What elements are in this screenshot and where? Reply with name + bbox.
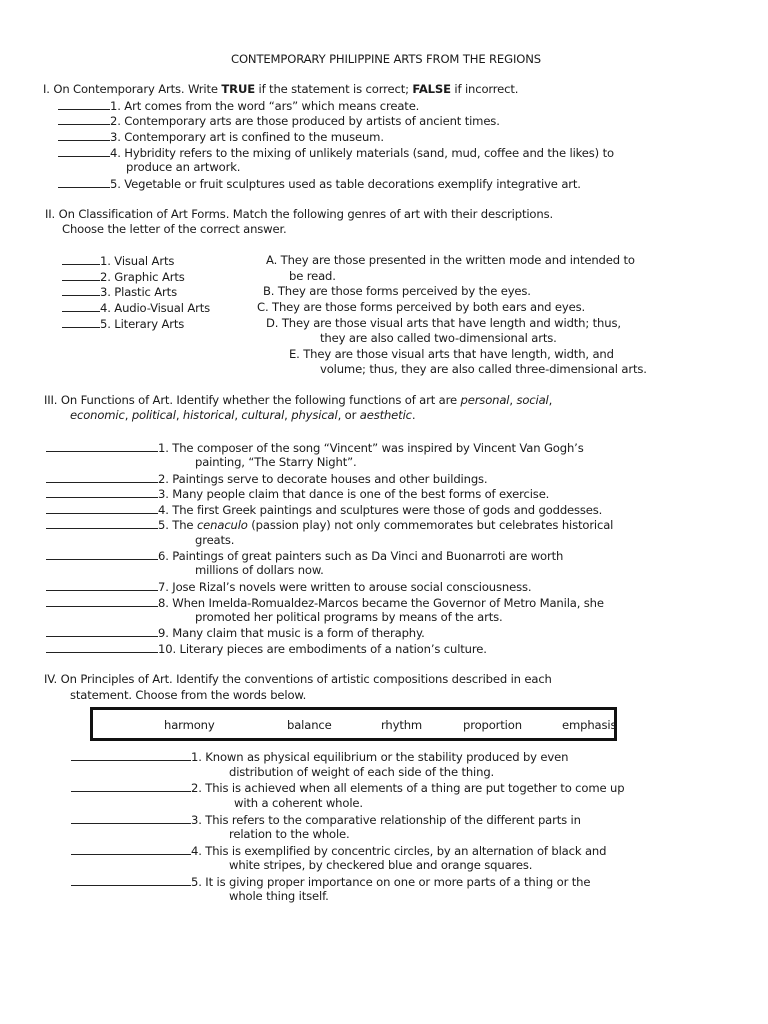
- answer-blank[interactable]: [62, 316, 100, 328]
- genre-item: 1. Visual Arts: [62, 253, 174, 268]
- answer-blank[interactable]: [58, 98, 110, 110]
- principle-item: 1. Known as physical equilibrium or the stability produced by even: [71, 749, 568, 764]
- principle-item-cont: white stripes, by checkered blue and orange squares.: [229, 858, 533, 872]
- answer-blank[interactable]: [46, 471, 158, 483]
- page-title: CONTEMPORARY PHILIPPINE ARTS FROM THE REGIONS: [231, 52, 541, 66]
- part1-item: 2. Contemporary arts are those produced by artists of ancient times.: [58, 113, 500, 128]
- part1-instructions: I. On Contemporary Arts. Write TRUE if the statement is correct; FALSE if incorrect.: [43, 82, 519, 96]
- description-a-cont: be read.: [289, 269, 336, 283]
- principle-item: 3. This refers to the comparative relationship of the different parts in: [71, 812, 581, 827]
- part1-item: 1. Art comes from the word “ars” which means create.: [58, 98, 419, 113]
- part1-item: 5. Vegetable or fruit sculptures used as table decorations exemplify integrative art.: [58, 176, 581, 191]
- word-bank-item: emphasis: [562, 718, 617, 732]
- principle-item-cont: distribution of weight of each side of the thing.: [229, 765, 495, 779]
- description-a: A. They are those presented in the written mode and intended to: [266, 253, 635, 267]
- function-item-cont: millions of dollars now.: [195, 563, 324, 577]
- word-bank-item: balance: [287, 718, 332, 732]
- answer-blank[interactable]: [58, 113, 110, 125]
- principle-item-cont: whole thing itself.: [229, 889, 329, 903]
- answer-blank[interactable]: [58, 129, 110, 141]
- answer-blank[interactable]: [58, 145, 110, 157]
- answer-blank[interactable]: [71, 812, 191, 824]
- answer-blank[interactable]: [71, 843, 191, 855]
- part1-item: 4. Hybridity refers to the mixing of unlikely materials (sand, mud, coffee and the likes) to: [58, 145, 614, 160]
- function-item: 1. The composer of the song “Vincent” was inspired by Vincent Van Gogh’s: [46, 440, 584, 455]
- genre-item: 5. Literary Arts: [62, 316, 184, 331]
- answer-blank[interactable]: [71, 749, 191, 761]
- answer-blank[interactable]: [46, 595, 158, 607]
- function-item: 8. When Imelda-Romualdez-Marcos became the Governor of Metro Manila, she: [46, 595, 604, 610]
- genre-item: 2. Graphic Arts: [62, 269, 185, 284]
- description-d-cont: they are also called two-dimensional arts.: [320, 331, 557, 345]
- description-e: E. They are those visual arts that have length, width, and: [289, 347, 614, 361]
- description-b: B. They are those forms perceived by the eyes.: [263, 284, 531, 298]
- answer-blank[interactable]: [46, 548, 158, 560]
- function-item: 5. The cenaculo (passion play) not only commemorates but celebrates historical: [46, 517, 613, 532]
- part2-instructions: II. On Classification of Art Forms. Match the following genres of art with their descriptions.: [45, 207, 553, 221]
- answer-blank[interactable]: [58, 176, 110, 188]
- function-item: 10. Literary pieces are embodiments of a nation’s culture.: [46, 641, 487, 656]
- part4-instructions: IV. On Principles of Art. Identify the conventions of artistic compositions described in each: [44, 672, 552, 686]
- part4-instructions-cont: statement. Choose from the words below.: [70, 688, 307, 702]
- description-c: C. They are those forms perceived by both ears and eyes.: [257, 300, 585, 314]
- answer-blank[interactable]: [62, 253, 100, 265]
- answer-blank[interactable]: [46, 440, 158, 452]
- function-item: 6. Paintings of great painters such as Da Vinci and Buonarroti are worth: [46, 548, 563, 563]
- word-bank-item: harmony: [164, 718, 215, 732]
- part1-item: 3. Contemporary art is confined to the museum.: [58, 129, 384, 144]
- function-item: 3. Many people claim that dance is one of the best forms of exercise.: [46, 486, 549, 501]
- genre-item: 4. Audio-Visual Arts: [62, 300, 210, 315]
- answer-blank[interactable]: [71, 874, 191, 886]
- principle-item: 5. It is giving proper importance on one or more parts of a thing or the: [71, 874, 590, 889]
- principle-item: 4. This is exemplified by concentric circles, by an alternation of black and: [71, 843, 606, 858]
- part3-instructions-cont: economic, political, historical, cultural, physical, or aesthetic.: [70, 408, 416, 422]
- function-item-cont: promoted her political programs by means of the arts.: [195, 610, 503, 624]
- principle-item: 2. This is achieved when all elements of a thing are put together to come up: [71, 780, 624, 795]
- principle-item-cont: with a coherent whole.: [234, 796, 363, 810]
- answer-blank[interactable]: [62, 284, 100, 296]
- answer-blank[interactable]: [46, 486, 158, 498]
- function-item: 2. Paintings serve to decorate houses and other buildings.: [46, 471, 487, 486]
- description-e-cont: volume; thus, they are also called three-dimensional arts.: [320, 362, 647, 376]
- answer-blank[interactable]: [62, 269, 100, 281]
- function-item: 7. Jose Rizal’s novels were written to arouse social consciousness.: [46, 579, 531, 594]
- function-item: 9. Many claim that music is a form of theraphy.: [46, 625, 425, 640]
- principle-item-cont: relation to the whole.: [229, 827, 350, 841]
- answer-blank[interactable]: [46, 517, 158, 529]
- answer-blank[interactable]: [62, 300, 100, 312]
- function-item-cont: greats.: [195, 533, 235, 547]
- answer-blank[interactable]: [46, 625, 158, 637]
- word-bank-item: rhythm: [381, 718, 423, 732]
- description-d: D. They are those visual arts that have length and width; thus,: [266, 316, 621, 330]
- word-bank-item: proportion: [463, 718, 522, 732]
- part1-item-continuation: produce an artwork.: [126, 160, 241, 174]
- function-item: 4. The first Greek paintings and sculptures were those of gods and goddesses.: [46, 502, 602, 517]
- answer-blank[interactable]: [46, 641, 158, 653]
- genre-item: 3. Plastic Arts: [62, 284, 177, 299]
- answer-blank[interactable]: [71, 780, 191, 792]
- answer-blank[interactable]: [46, 502, 158, 514]
- part2-instructions-cont: Choose the letter of the correct answer.: [62, 222, 287, 236]
- part3-instructions: III. On Functions of Art. Identify whether the following functions of art are personal, social,: [44, 393, 553, 407]
- answer-blank[interactable]: [46, 579, 158, 591]
- function-item-cont: painting, “The Starry Night”.: [195, 455, 357, 469]
